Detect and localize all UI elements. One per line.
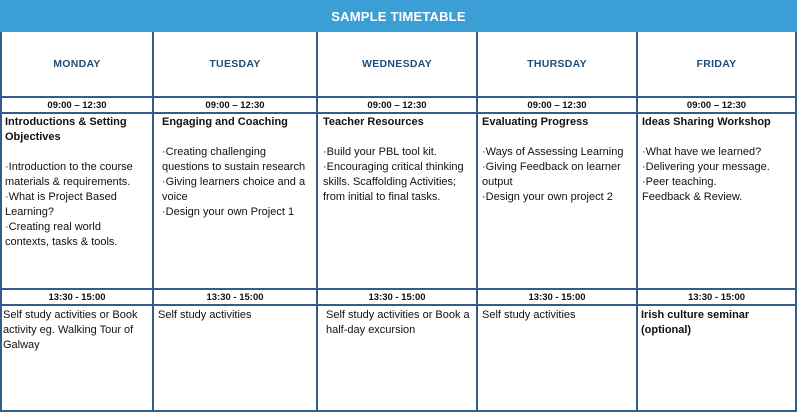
grid-line	[476, 32, 478, 412]
afternoon-session-thursday: Self study activities	[482, 309, 576, 321]
morning-session-tuesday	[154, 112, 316, 288]
grid-line	[0, 288, 797, 290]
grid-line	[0, 304, 797, 306]
afternoon-session-wednesday: Self study activities or Book a half-day excursion	[326, 309, 470, 336]
day-header-tuesday: TUESDAY	[209, 58, 261, 70]
session-heading: Evaluating Progress	[482, 116, 589, 128]
grid-line	[316, 32, 318, 412]
session-heading: Engaging and Coaching	[162, 116, 288, 128]
session-item: Feedback & Review.	[642, 191, 743, 203]
session-item: ·Peer teaching.	[642, 176, 717, 188]
morning-time-thursday: 09:00 – 12:30	[527, 99, 587, 111]
afternoon-time-friday: 13:30 - 15:00	[687, 291, 746, 303]
day-header-thursday: THURSDAY	[527, 58, 587, 70]
morning-session-wednesday	[318, 112, 476, 288]
grid-line	[0, 112, 797, 114]
session-item: ·Giving Feedback on learner output	[482, 161, 621, 188]
morning-session-thursday	[478, 112, 636, 288]
day-header-monday: MONDAY	[53, 58, 101, 70]
session-heading: Ideas Sharing Workshop	[642, 116, 771, 128]
morning-session-friday	[638, 112, 795, 288]
afternoon-time-thursday: 13:30 - 15:00	[528, 291, 586, 303]
afternoon-time-monday: 13:30 - 15:00	[48, 291, 106, 303]
session-item: ·Introduction to the course materials & requirements.	[5, 161, 133, 188]
session-item: ·Creating real world contexts, tasks & tools.	[5, 221, 118, 248]
session-item: ·Ways of Assessing Learning	[482, 146, 624, 158]
afternoon-time-wednesday: 13:30 - 15:00	[368, 291, 426, 303]
session-item: ·Creating challenging questions to sustain research	[162, 146, 306, 173]
grid-line	[152, 32, 154, 412]
afternoon-time-tuesday: 13:30 - 15:00	[206, 291, 264, 303]
session-item: ·Design your own Project 1	[162, 206, 295, 218]
day-header-friday: FRIDAY	[696, 58, 737, 70]
morning-time-monday: 09:00 – 12:30	[47, 99, 107, 111]
morning-time-wednesday: 09:00 – 12:30	[367, 99, 427, 111]
session-item: ·What have we learned?	[642, 146, 762, 158]
session-item: ·Giving learners choice and a voice	[162, 176, 306, 203]
afternoon-session-friday: Irish culture seminar (optional)	[641, 309, 750, 336]
timetable-title: SAMPLE TIMETABLE	[0, 0, 797, 32]
grid-line	[0, 32, 2, 412]
morning-session-monday	[2, 112, 152, 288]
session-item: ·Design your own project 2	[482, 191, 613, 203]
grid-line	[636, 32, 638, 412]
afternoon-session-tuesday: Self study activities	[158, 309, 252, 321]
timetable-grid	[0, 32, 797, 412]
session-heading: Teacher Resources	[323, 116, 424, 128]
day-header-wednesday: WEDNESDAY	[362, 58, 432, 70]
session-heading: Introductions & Setting Objectives	[5, 116, 127, 143]
session-item: ·Delivering your message.	[642, 161, 770, 173]
session-item: ·Encouraging critical thinking skills. Scaffolding Activities; from initial to final tasks.	[323, 161, 464, 203]
session-item: ·What is Project Based Learning?	[5, 191, 117, 218]
afternoon-session-monday: Self study activities or Book activity eg. Walking Tour of Galway	[3, 309, 138, 351]
grid-line	[0, 96, 797, 98]
morning-time-friday: 09:00 – 12:30	[686, 99, 747, 111]
session-item: ·Build your PBL tool kit.	[323, 146, 437, 158]
morning-time-tuesday: 09:00 – 12:30	[205, 99, 265, 111]
